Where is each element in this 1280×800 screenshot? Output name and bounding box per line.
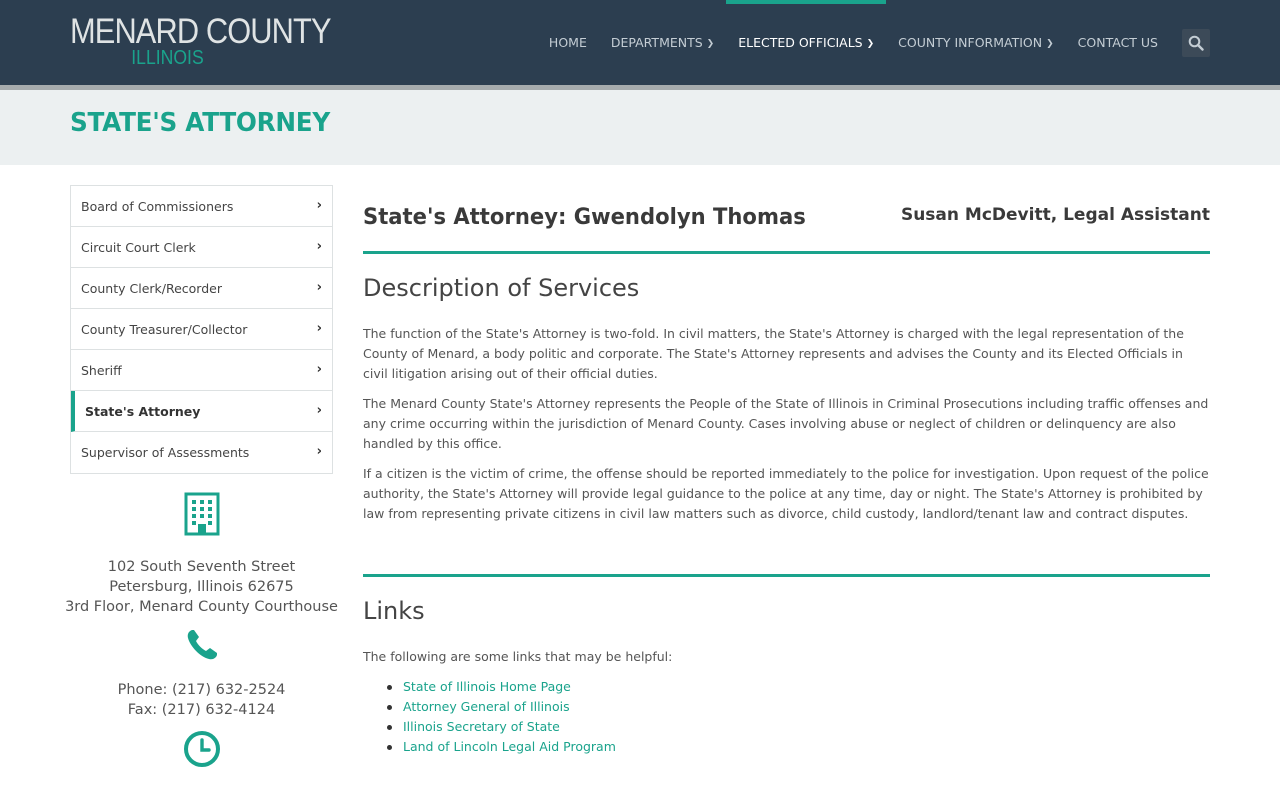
list-item <box>363 677 616 697</box>
official-name: State's Attorney: Gwendolyn Thomas <box>363 205 806 230</box>
links-intro: The following are some links that may be helpful: <box>363 649 673 664</box>
nav-contact-us-label: CONTACT US <box>1077 35 1158 50</box>
services-heading: Description of Services <box>363 274 640 302</box>
clock-icon <box>183 730 221 768</box>
office-fax: Fax: (217) 632-4124 <box>127 702 276 718</box>
nav-county-information[interactable] <box>886 0 1066 85</box>
sidebar-item-supervisor-of-assessments[interactable] <box>71 432 332 473</box>
link-secretary-of-state[interactable]: Illinois Secretary of State <box>403 719 560 734</box>
search-icon <box>1188 35 1204 51</box>
sidebar-item-label: Supervisor of Assessments <box>81 445 250 460</box>
logo-main-text: MENARD COUNTY <box>70 12 331 51</box>
search-button[interactable] <box>1182 29 1210 57</box>
section-divider <box>363 251 1210 254</box>
chevron-down-icon: ❯ <box>706 38 715 49</box>
sidebar-item-label: Board of Commissioners <box>81 198 234 214</box>
chevron-right-icon: › <box>316 239 322 254</box>
sidebar-item-label: County Treasurer/Collector <box>81 321 248 337</box>
nav-home-label: HOME <box>548 35 587 50</box>
address-line-3: 3rd Floor, Menard County Courthouse <box>65 599 338 615</box>
site-logo[interactable] <box>70 12 331 69</box>
link-state-of-illinois[interactable]: State of Illinois Home Page <box>403 679 571 694</box>
nav-home[interactable] <box>537 0 599 85</box>
phone-icon <box>184 627 220 663</box>
link-attorney-general[interactable]: Attorney General of Illinois <box>403 699 570 714</box>
list-item <box>363 737 616 757</box>
helpful-links-list <box>363 677 616 757</box>
link-legal-aid[interactable]: Land of Lincoln Legal Aid Program <box>403 739 616 754</box>
chevron-right-icon: › <box>316 280 322 295</box>
office-contact-info <box>60 490 343 768</box>
sidebar-nav <box>70 185 333 474</box>
nav-departments[interactable] <box>599 0 726 85</box>
section-divider <box>363 574 1210 577</box>
main-nav <box>537 0 1210 85</box>
logo-sub-text: ILLINOIS <box>131 47 204 69</box>
sidebar-item-label: Circuit Court Clerk <box>81 239 196 255</box>
sidebar-item-label: Sheriff <box>81 362 122 378</box>
nav-departments-label: DEPARTMENTS <box>610 35 703 50</box>
services-paragraph-2: The Menard County State's Attorney represents the People of the State of Illinois in Criminal Prosecutions including traffic offenses and any crime occurring within the jurisdiction of Menard County. Cases involving abuse or neglect of children or delinquency are also handled by this office. <box>363 396 1209 451</box>
nav-contact-us[interactable] <box>1066 0 1170 85</box>
list-item <box>363 717 616 737</box>
chevron-right-icon: › <box>316 362 322 377</box>
sidebar-item-states-attorney[interactable] <box>71 391 332 432</box>
address-line-2: Petersburg, Illinois 62675 <box>109 579 294 595</box>
chevron-right-icon: › <box>316 403 322 418</box>
legal-assistant: Susan McDevitt, Legal Assistant <box>900 205 1210 225</box>
sidebar-item-label: County Clerk/Recorder <box>81 280 222 296</box>
address-line-1: 102 South Seventh Street <box>107 559 296 575</box>
chevron-right-icon: › <box>316 444 322 459</box>
office-phone: Phone: (217) 632-2524 <box>117 682 286 698</box>
sidebar-item-board-of-commissioners[interactable] <box>71 186 332 227</box>
sidebar-item-county-treasurer-collector[interactable] <box>71 309 332 350</box>
sidebar-item-county-clerk-recorder[interactable] <box>71 268 332 309</box>
sidebar-item-circuit-court-clerk[interactable] <box>71 227 332 268</box>
chevron-right-icon: › <box>316 321 322 336</box>
list-item <box>363 697 616 717</box>
links-heading: Links <box>363 597 425 625</box>
nav-elected-officials[interactable] <box>726 0 886 85</box>
sidebar-item-label: State's Attorney <box>85 403 201 419</box>
chevron-down-icon: ❯ <box>1046 38 1054 49</box>
nav-county-information-label: COUNTY INFORMATION <box>898 35 1043 50</box>
services-paragraph-1: The function of the State's Attorney is two-fold. In civil matters, the State's Attorney is charged with the legal representation of the County of Menard, a body politic and corporate. The State's Attorney represents and advises the County and its Elected Officials in civil litigation arising out of their official duties. <box>363 326 1184 381</box>
page-title: STATE'S ATTORNEY <box>70 108 330 138</box>
nav-elected-officials-label: ELECTED OFFICIALS <box>738 35 863 50</box>
sidebar-item-sheriff[interactable] <box>71 350 332 391</box>
chevron-down-icon: ❯ <box>866 38 875 49</box>
building-icon <box>184 492 220 536</box>
services-paragraph-3: If a citizen is the victim of crime, the offense should be reported immediately to the police for investigation. Upon request of the police authority, the State's Attorney will provide legal guidance to the police at any time, day or night. The State's Attorney is prohibited by law from representing private citizens in civil law matters such as divorce, child custody, landlord/tenant law and contract disputes. <box>363 466 1209 521</box>
chevron-right-icon: › <box>316 198 322 213</box>
